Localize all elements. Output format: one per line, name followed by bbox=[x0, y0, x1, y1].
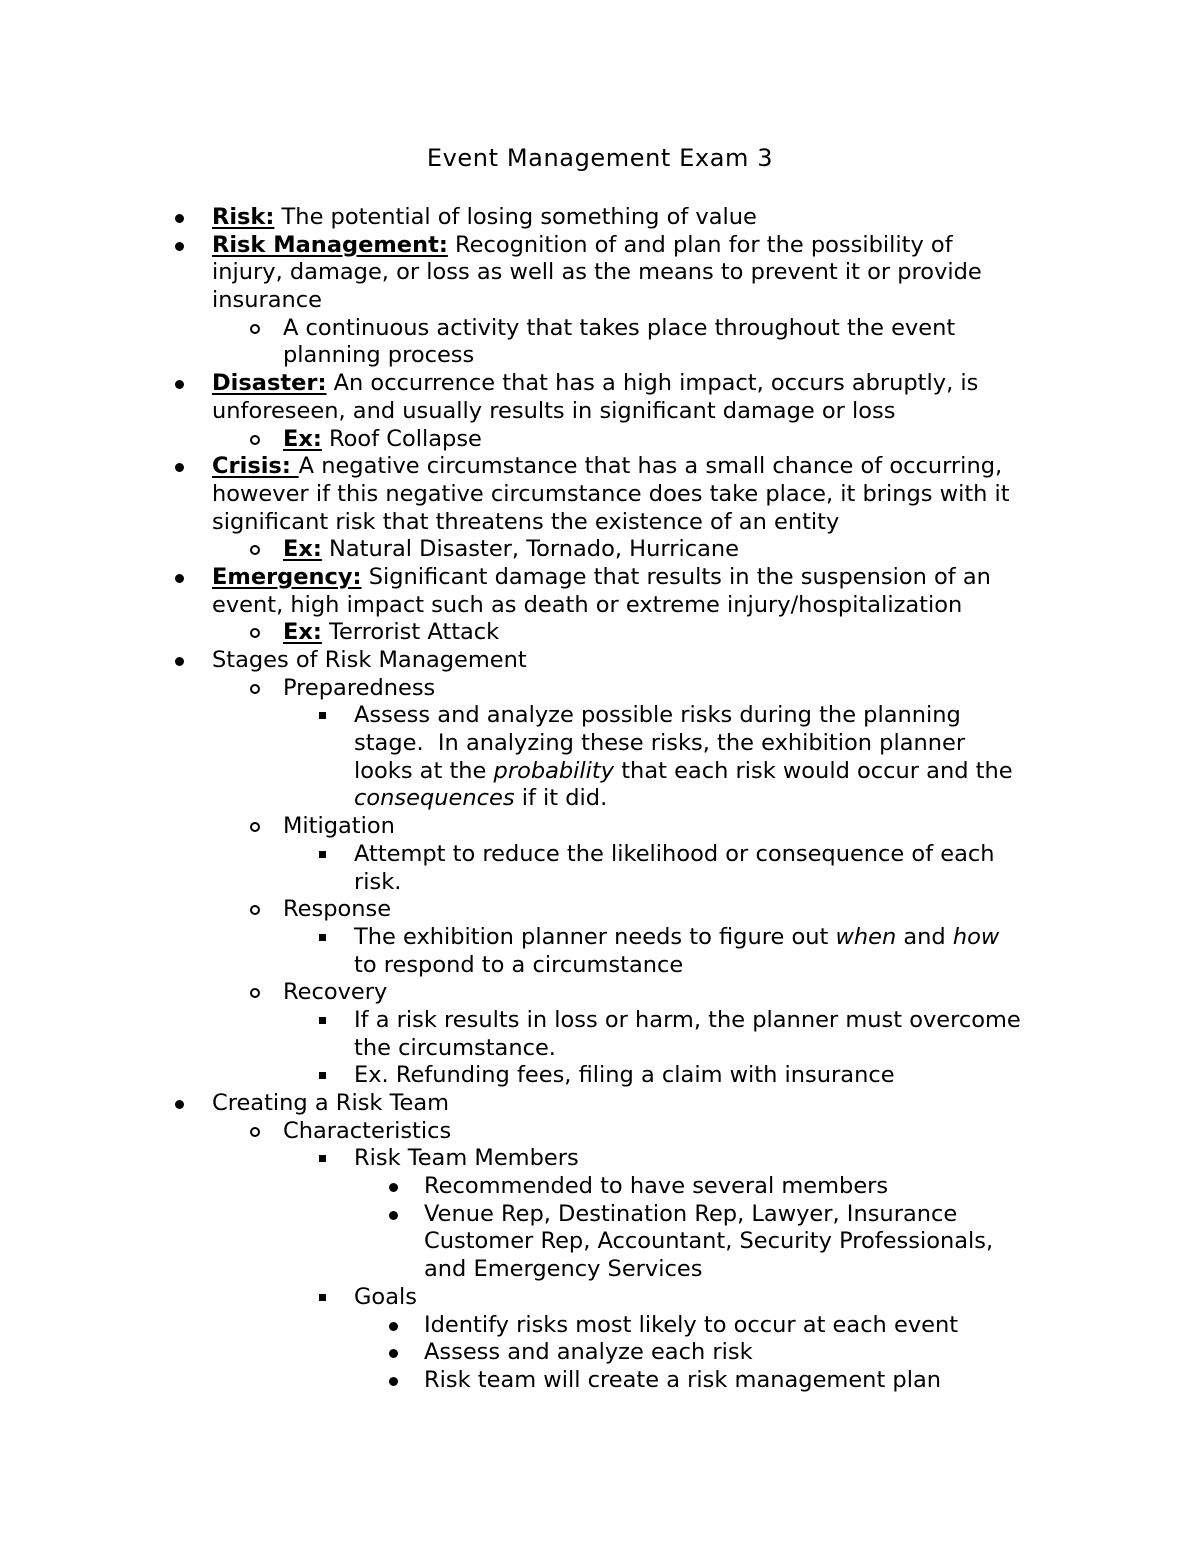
list-item-risk-team bbox=[0, 1090, 1200, 1118]
stage-detail bbox=[0, 841, 1200, 869]
continuation-line bbox=[0, 952, 1200, 980]
definition-risk: The potential of losing something of value bbox=[274, 204, 757, 230]
stage-detail-text: to respond to a circumstance bbox=[354, 951, 684, 978]
continuation-line bbox=[0, 342, 1200, 370]
goal-text: Risk team will create a risk management plan bbox=[424, 1366, 941, 1393]
stage-detail-text: If a risk results in loss or harm, the planner must overcome bbox=[354, 1006, 1021, 1033]
continuation-line bbox=[0, 1035, 1200, 1063]
continuation-line bbox=[0, 1228, 1200, 1256]
bullet-disc-icon bbox=[389, 1377, 398, 1386]
bullet-disc-icon bbox=[175, 657, 184, 666]
definition-line: A negative circumstance that has a small chance of occurring, bbox=[298, 453, 1003, 480]
team-member-text: Customer Rep, Accountant, Security Professionals, bbox=[424, 1228, 994, 1255]
team-goals-label: Goals bbox=[354, 1283, 417, 1310]
continuation-line bbox=[0, 785, 1200, 813]
example-item bbox=[0, 619, 1200, 647]
emphasis-when: when bbox=[835, 923, 897, 950]
stage-detail bbox=[0, 702, 1200, 730]
section-heading: Stages of Risk Management bbox=[212, 647, 527, 673]
example-label: Ex: bbox=[283, 425, 322, 452]
section-heading: Creating a Risk Team bbox=[212, 1090, 450, 1116]
continuation-line bbox=[0, 259, 1200, 287]
emphasis-how: how bbox=[952, 923, 1000, 950]
emphasis-probability: probability bbox=[493, 757, 615, 784]
bullet-circle-icon bbox=[250, 684, 260, 694]
sub-item-text: planning process bbox=[283, 342, 475, 369]
stage-detail-text: the circumstance. bbox=[354, 1034, 556, 1061]
continuation-line bbox=[0, 758, 1200, 786]
stage-preparedness bbox=[0, 675, 1200, 703]
definition-line: event, high impact such as death or extreme injury/hospitalization bbox=[212, 591, 963, 618]
goal-item bbox=[0, 1339, 1200, 1367]
bullet-circle-icon bbox=[250, 545, 260, 555]
outline-list bbox=[0, 204, 1200, 1395]
bullet-circle-icon bbox=[250, 988, 260, 998]
term-risk: Risk: bbox=[212, 204, 275, 230]
continuation-line bbox=[0, 398, 1200, 426]
bullet-disc-icon bbox=[175, 463, 184, 472]
stage-response bbox=[0, 896, 1200, 924]
definition-line: significant risk that threatens the existence of an entity bbox=[212, 508, 840, 535]
list-item-crisis bbox=[0, 453, 1200, 481]
sub-item bbox=[0, 315, 1200, 343]
goal-item bbox=[0, 1367, 1200, 1395]
definition-line: Recognition of and plan for the possibility of bbox=[447, 231, 953, 258]
bullet-circle-icon bbox=[250, 435, 260, 445]
goal-item bbox=[0, 1312, 1200, 1340]
sub-item bbox=[0, 1118, 1200, 1146]
bullet-disc-icon bbox=[389, 1211, 398, 1220]
stage-detail-text: stage. In analyzing these risks, the exhibition planner bbox=[354, 730, 966, 757]
bullet-disc-icon bbox=[175, 242, 184, 251]
example-text: Terrorist Attack bbox=[321, 619, 500, 646]
goal-text: Assess and analyze each risk bbox=[424, 1339, 753, 1366]
bullet-circle-icon bbox=[250, 1127, 260, 1137]
sub-item-text: Characteristics bbox=[283, 1117, 452, 1144]
bullet-disc-icon bbox=[389, 1349, 398, 1358]
bullet-square-icon bbox=[319, 1155, 326, 1162]
example-text: Roof Collapse bbox=[321, 425, 482, 452]
stage-detail-text: looks at the bbox=[354, 757, 494, 784]
stage-label: Mitigation bbox=[283, 813, 395, 840]
stage-detail-text: Assess and analyze possible risks during the planning bbox=[354, 702, 961, 729]
bullet-disc-icon bbox=[175, 214, 184, 223]
bullet-disc-icon bbox=[389, 1322, 398, 1331]
list-item-emergency bbox=[0, 564, 1200, 592]
stage-detail-text: Attempt to reduce the likelihood or consequence of each bbox=[354, 840, 995, 867]
stage-detail bbox=[0, 1062, 1200, 1090]
bullet-square-icon bbox=[319, 934, 326, 941]
definition-line: injury, damage, or loss as well as the means to prevent it or provide bbox=[212, 259, 982, 286]
definition-line: An occurrence that has a high impact, occurs abruptly, is bbox=[326, 370, 979, 397]
bullet-circle-icon bbox=[250, 628, 260, 638]
page-title: Event Management Exam 3 bbox=[426, 144, 774, 172]
sub-item-text: A continuous activity that takes place throughout the event bbox=[283, 314, 956, 341]
term-disaster: Disaster: bbox=[212, 370, 327, 397]
bullet-square-icon bbox=[319, 1017, 326, 1024]
bullet-circle-icon bbox=[250, 324, 260, 334]
stage-label: Recovery bbox=[283, 979, 388, 1006]
bullet-square-icon bbox=[319, 851, 326, 858]
bullet-square-icon bbox=[319, 1294, 326, 1301]
continuation-line bbox=[0, 869, 1200, 897]
bullet-square-icon bbox=[319, 1072, 326, 1079]
continuation-line bbox=[0, 509, 1200, 537]
term-crisis: Crisis: bbox=[212, 453, 299, 480]
bullet-disc-icon bbox=[389, 1183, 398, 1192]
team-members bbox=[0, 1145, 1200, 1173]
definition-line: however if this negative circumstance does take place, it brings with it bbox=[212, 480, 1010, 507]
definition-line: insurance bbox=[212, 287, 323, 314]
term-risk-management: Risk Management: bbox=[212, 231, 448, 258]
continuation-line bbox=[0, 1256, 1200, 1284]
stage-detail-text: and bbox=[896, 923, 953, 950]
stage-mitigation bbox=[0, 813, 1200, 841]
goal-text: Identify risks most likely to occur at each event bbox=[424, 1311, 959, 1338]
team-member-item bbox=[0, 1173, 1200, 1201]
team-member-text: Venue Rep, Destination Rep, Lawyer, Insurance bbox=[424, 1200, 958, 1227]
list-item-stages bbox=[0, 647, 1200, 675]
bullet-disc-icon bbox=[175, 380, 184, 389]
stage-detail-text: if it did. bbox=[514, 785, 608, 812]
continuation-line bbox=[0, 287, 1200, 315]
stage-detail-text: risk. bbox=[354, 868, 402, 895]
list-item-risk bbox=[0, 204, 1200, 232]
continuation-line bbox=[0, 481, 1200, 509]
stage-label: Response bbox=[283, 896, 392, 923]
team-members-label: Risk Team Members bbox=[354, 1145, 579, 1172]
example-text: Natural Disaster, Tornado, Hurricane bbox=[321, 536, 739, 563]
stage-detail-text: that each risk would occur and the bbox=[614, 757, 1013, 784]
example-label: Ex: bbox=[283, 619, 322, 646]
stage-label: Preparedness bbox=[283, 674, 436, 701]
team-member-text: and Emergency Services bbox=[424, 1256, 703, 1283]
continuation-line bbox=[0, 730, 1200, 758]
term-emergency: Emergency: bbox=[212, 563, 362, 590]
stage-recovery bbox=[0, 979, 1200, 1007]
example-item bbox=[0, 536, 1200, 564]
continuation-line bbox=[0, 592, 1200, 620]
team-goals bbox=[0, 1284, 1200, 1312]
bullet-disc-icon bbox=[175, 1100, 184, 1109]
bullet-circle-icon bbox=[250, 822, 260, 832]
emphasis-consequences: consequences bbox=[354, 785, 515, 812]
stage-detail bbox=[0, 1007, 1200, 1035]
team-member-text: Recommended to have several members bbox=[424, 1173, 889, 1200]
stage-detail-text: The exhibition planner needs to figure out bbox=[354, 923, 836, 950]
bullet-disc-icon bbox=[175, 574, 184, 583]
example-label: Ex: bbox=[283, 536, 322, 563]
list-item-disaster bbox=[0, 370, 1200, 398]
definition-line: Significant damage that results in the suspension of an bbox=[361, 563, 991, 590]
list-item-risk-management bbox=[0, 232, 1200, 260]
bullet-square-icon bbox=[319, 712, 326, 719]
bullet-circle-icon bbox=[250, 905, 260, 915]
stage-detail bbox=[0, 924, 1200, 952]
example-item bbox=[0, 426, 1200, 454]
team-member-item bbox=[0, 1201, 1200, 1229]
definition-line: unforeseen, and usually results in significant damage or loss bbox=[212, 397, 896, 424]
stage-detail-text: Ex. Refunding fees, filing a claim with insurance bbox=[354, 1062, 895, 1089]
